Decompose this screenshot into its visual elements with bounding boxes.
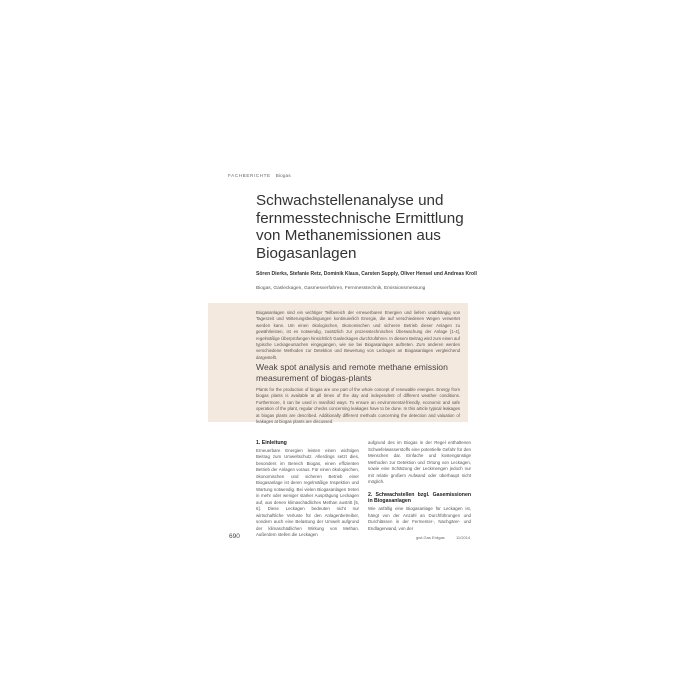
section-heading-2: 2. Schwachstellen bzgl. Gasemissionen in Biogasanlagen bbox=[368, 491, 471, 505]
english-title: Weak spot analysis and remote methane emission measurement of biogas-plants bbox=[256, 362, 448, 383]
section-text-1: Erneuerbare Energien leisten einen wichtigen Beitrag zum Umweltschutz. Allerdings setzt dies, besonders im Bereich Biogas, einen effizienten Betrieb der Anlagen voraus. Für einen ökologischen, ökonomischen und sicheren Betrieb einer Biogasanlage ist deren regelmäßige Inspektion und Wartung notwendig. Bei vielen Biogasanlagen treten in mehr oder weniger starker Ausprägung Leckagen auf, aus denen klimaschädliches Methan austritt [5, 6]. Diese Leckagen bedeuten nicht nur wirtschaftliche Verluste für den Anlagenbetreiber, sondern auch eine Belastung der Umwelt aufgrund der klimaschädlichen Wirkung von Methan. Außerdem stellen die Leckagen bbox=[256, 447, 359, 538]
subsection-label: Biogas bbox=[275, 173, 291, 178]
section-header bbox=[228, 173, 291, 178]
abstract-english: Plants for the production of biogas are one part of the whole concept of renewable energies. Energy from biogas plants is available at all times of the day and independent of different weather conditions. Furthermore, it can be used in manifold ways. To ensure an environmental-friendly, economic and safe operation of the plant, regular checks concerning leakages have to be done. In this article typical leakages at biogas plants are described. Additionally different methods concerning the detection and valuation of leakages at biogas plants are discussed. bbox=[256, 387, 460, 425]
keywords-line: Biogas, Gasleckagen, Gasmesverfahren, Fernmesstechnik, Emissionsmessung bbox=[256, 286, 426, 291]
article-title: Schwachstellenanalyse und fernmesstechnische Ermittlung von Methanemissionen aus Biogasanlagen bbox=[256, 192, 464, 262]
section-label: FACHBERICHTE bbox=[228, 173, 271, 178]
section-text-1-continued: aufgrund des im Biogas in der Regel enthaltenen Schwefelwasserstoffs eine potentielle Gefahr für den Menschen dar. Einfache und kostengünstige Methoden zur Detektion und Ortung von Leckagen, sowie eine Schätzung der Leckmengen jedoch nur mit relativ großem Aufwand oder überhaupt nicht möglich. bbox=[368, 440, 471, 484]
body-column-right bbox=[368, 440, 471, 532]
journal-issue: 11/2014 bbox=[456, 535, 471, 540]
journal-name: gwf-Gas Erdgas bbox=[416, 535, 445, 540]
section-heading-1: 1. Einleitung bbox=[256, 440, 287, 446]
authors-line: Sören Dierks, Stefanie Retz, Dominik Klaus, Carsten Supply, Oliver Hensel und Andreas Kroll bbox=[256, 271, 477, 277]
body-column-left bbox=[256, 440, 359, 539]
abstract-german: Biogasanlagen sind ein wichtiger Teilbereich der erneuerbaren Energien und liefern unabhängig von Tageszeit und Witterungsbedingungen kontinuierlich Energie, die auf verschiedenen Wegen verwertet werden kann. Um einen ökologischen, ökonomischen und sicheren Betrieb dieser Anlagen zu gewährleisten, ist es notwendig, zusätzlich zur prozesstechnischen Überwachung der Anlage [1-4], regelmäßige Überprüfungen hinsichtlich Gasleckagen durchzuführen. In diesem Beitrag wird zum einen auf typische Leckageursachen eingegangen, wie sie bei Biogasanlagen auftreten. Zum anderen werden verschiedene Methoden zur Detektion und Bewertung von Leckagen an Biogasanlagen vergleichend dargestellt. bbox=[256, 310, 460, 360]
page-number: 690 bbox=[229, 533, 240, 540]
section-text-2: Wie anfällig eine Biogasanlage für Leckagen ist, hängt von der Anzahl an Durchführungen und Durchlässen in der Fermenter-, Nachgärer- und Endlagerwand, von der bbox=[368, 506, 471, 531]
